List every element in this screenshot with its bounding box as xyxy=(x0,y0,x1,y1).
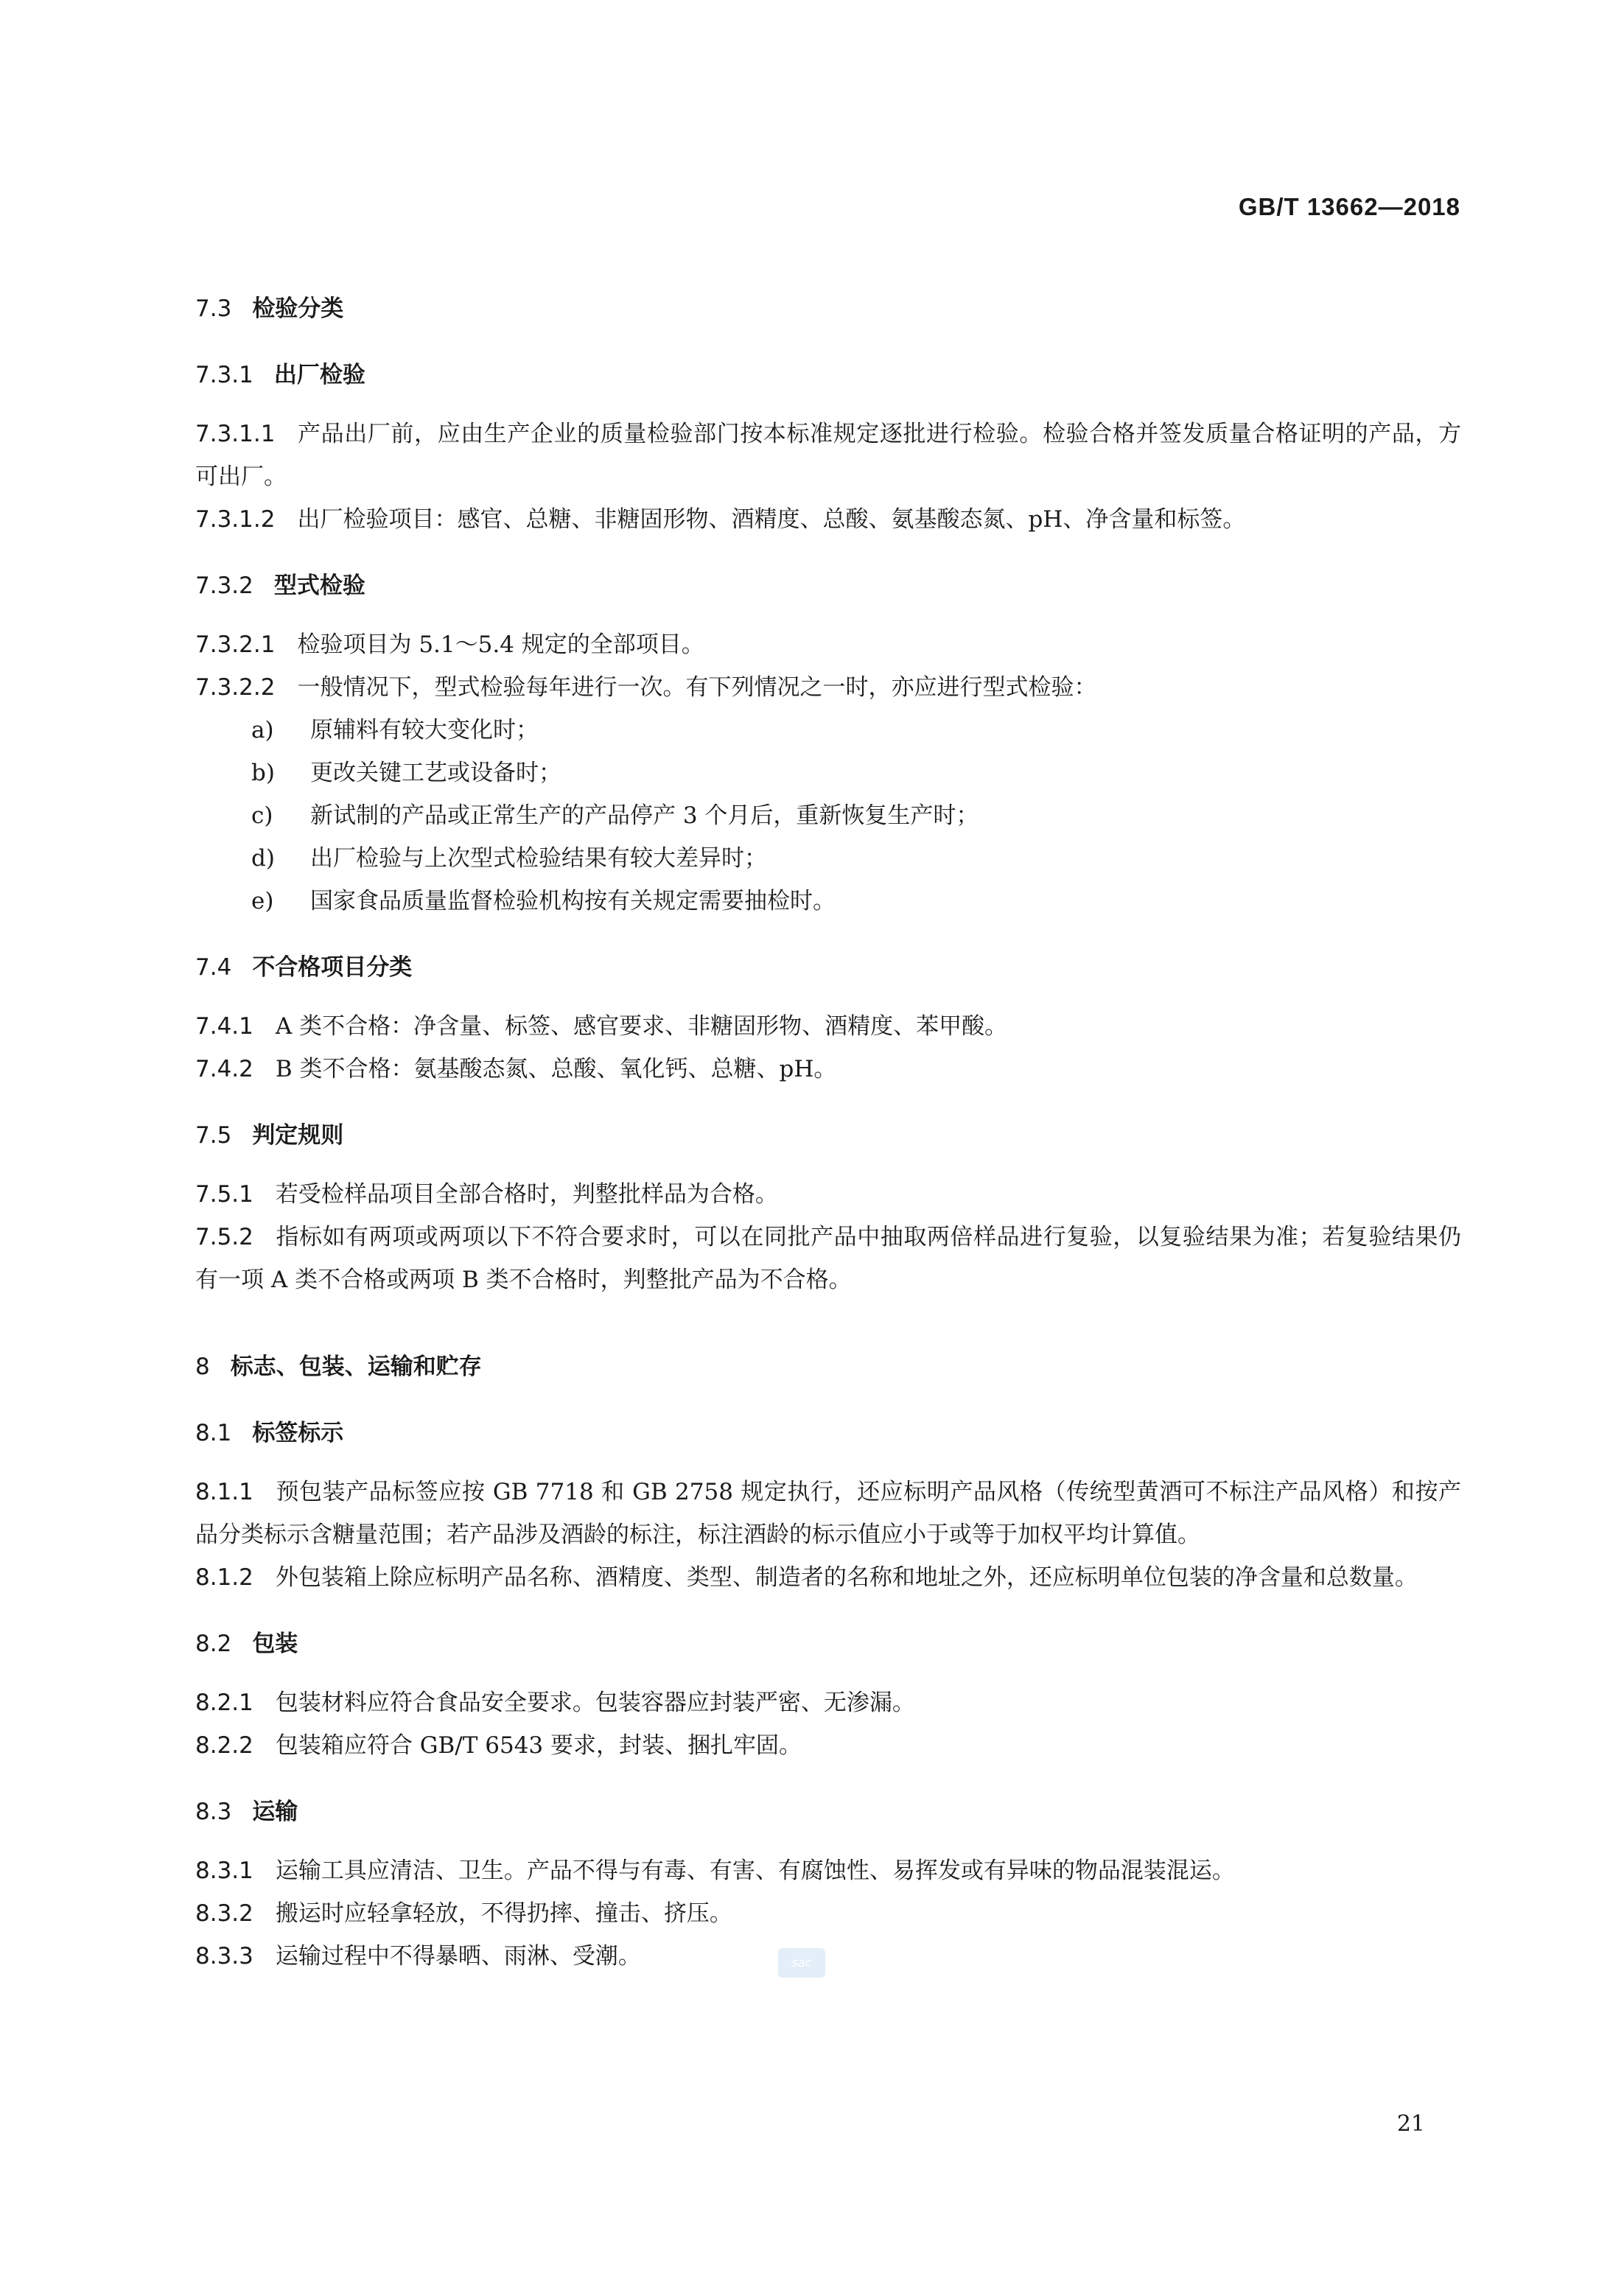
clause-number: 8.1.2 xyxy=(195,1564,253,1591)
standard-number: GB/T 13662—2018 xyxy=(1238,193,1460,220)
page-number: 21 xyxy=(1396,2111,1425,2137)
clause-text: 预包装产品标签应按 GB 7718 和 GB 2758 规定执行，还应标明产品风格（传统型黄酒可不标注产品风格）和按产品分类标示含糖量范围；若产品涉及酒龄的标注，标注酒龄的标示值应小于或等于加权平均计算值。 xyxy=(195,1479,1461,1548)
section-heading xyxy=(195,1412,1461,1454)
section-number: 8.2 xyxy=(195,1631,232,1657)
clause-text: 出厂检验项目：感官、总糖、非糖固形物、酒精度、总酸、氨基酸态氮、pH、净含量和标签。 xyxy=(297,506,1246,533)
clause-text: 一般情况下，型式检验每年进行一次。有下列情况之一时，亦应进行型式检验： xyxy=(297,674,1097,701)
section-title: 包装 xyxy=(252,1631,298,1657)
clause-number: 8.2.1 xyxy=(195,1690,253,1716)
section-heading xyxy=(195,564,1461,607)
list-item-text: 出厂检验与上次型式检验结果有较大差异时； xyxy=(310,845,767,872)
section-number: 8.1 xyxy=(195,1420,232,1446)
clause-text: 外包装箱上除应标明产品名称、酒精度、类型、制造者的名称和地址之外，还应标明单位包装的净含量和总数量。 xyxy=(275,1564,1418,1591)
section-heading xyxy=(195,1790,1461,1833)
clause-paragraph xyxy=(195,1849,1461,1892)
clause-paragraph xyxy=(195,498,1461,541)
list-item-text: 新试制的产品或正常生产的产品停产 3 个月后，重新恢复生产时； xyxy=(310,802,979,829)
section-title: 标签标示 xyxy=(252,1420,344,1446)
clause-paragraph xyxy=(195,1935,1461,1978)
section-title: 检验分类 xyxy=(252,295,344,322)
list-marker: c) xyxy=(251,802,273,829)
section-number: 8 xyxy=(195,1354,210,1380)
list-item-text: 原辅料有较大变化时； xyxy=(310,717,539,743)
section-heading xyxy=(195,946,1461,989)
section-number: 7.3.2 xyxy=(195,573,253,599)
section-number: 7.4 xyxy=(195,954,232,981)
section-heading xyxy=(195,287,1461,330)
clause-number: 7.5.2 xyxy=(195,1224,253,1250)
section-number: 7.3 xyxy=(195,295,232,322)
clause-paragraph xyxy=(195,1724,1461,1767)
clause-number: 8.1.1 xyxy=(195,1479,253,1505)
list-marker: e) xyxy=(251,888,274,914)
clause-number: 8.3.1 xyxy=(195,1858,253,1884)
section-title: 运输 xyxy=(252,1799,298,1825)
list-marker: b) xyxy=(251,760,275,786)
section-number: 8.3 xyxy=(195,1799,232,1825)
clause-number: 7.3.1.2 xyxy=(195,506,276,533)
section-title: 不合格项目分类 xyxy=(252,954,413,981)
clause-paragraph xyxy=(195,1216,1461,1301)
section-number: 7.5 xyxy=(195,1122,232,1149)
section-heading xyxy=(195,1114,1461,1157)
clause-number: 7.4.2 xyxy=(195,1056,253,1082)
clause-text: 包装材料应符合食品安全要求。包装容器应封装严密、无渗漏。 xyxy=(275,1690,915,1716)
section-heading xyxy=(195,354,1461,396)
clause-paragraph xyxy=(195,666,1461,709)
list-item xyxy=(195,709,1461,752)
clause-paragraph xyxy=(195,1556,1461,1599)
list-item-text: 更改关键工艺或设备时； xyxy=(310,760,561,786)
clause-text: 搬运时应轻拿轻放，不得扔摔、撞击、挤压。 xyxy=(275,1900,732,1927)
section-title: 型式检验 xyxy=(273,573,365,599)
document-body xyxy=(195,287,1461,1978)
clause-text: 产品出厂前，应由生产企业的质量检验部门按本标准规定逐批进行检验。检验合格并签发质量合格证明的产品，方可出厂。 xyxy=(195,421,1461,490)
clause-paragraph xyxy=(195,413,1461,498)
section-title: 标志、包装、运输和贮存 xyxy=(230,1354,482,1380)
clause-paragraph xyxy=(195,1681,1461,1724)
clause-paragraph xyxy=(195,1048,1461,1091)
clause-number: 8.2.2 xyxy=(195,1732,253,1759)
clause-number: 7.3.2.1 xyxy=(195,631,276,658)
clause-number: 7.4.1 xyxy=(195,1013,253,1040)
list-marker: a) xyxy=(251,717,274,743)
list-marker: d) xyxy=(251,845,275,872)
clause-paragraph xyxy=(195,1471,1461,1556)
list-item xyxy=(195,837,1461,880)
clause-number: 7.3.2.2 xyxy=(195,674,276,701)
clause-text: A 类不合格：净含量、标签、感官要求、非糖固形物、酒精度、苯甲酸。 xyxy=(275,1013,1008,1040)
clause-text: 运输工具应清洁、卫生。产品不得与有毒、有害、有腐蚀性、易挥发或有异味的物品混装混运。 xyxy=(275,1858,1235,1884)
clause-text: 包装箱应符合 GB/T 6543 要求，封装、捆扎牢固。 xyxy=(275,1732,802,1759)
section-heading xyxy=(195,1345,1461,1388)
watermark-logo: sac xyxy=(778,1948,825,1978)
clause-number: 8.3.3 xyxy=(195,1943,253,1970)
clause-number: 8.3.2 xyxy=(195,1900,253,1927)
clause-paragraph xyxy=(195,1173,1461,1216)
clause-paragraph xyxy=(195,1005,1461,1048)
clause-text: 指标如有两项或两项以下不符合要求时，可以在同批产品中抽取两倍样品进行复验，以复验结果为准；若复验结果仍有一项 A 类不合格或两项 B 类不合格时，判整批产品为不合格。 xyxy=(195,1224,1461,1293)
list-item xyxy=(195,752,1461,794)
list-item xyxy=(195,880,1461,923)
clause-text: B 类不合格：氨基酸态氮、总酸、氧化钙、总糖、pH。 xyxy=(275,1056,837,1082)
clause-number: 7.3.1.1 xyxy=(195,421,276,447)
list-item-text: 国家食品质量监督检验机构按有关规定需要抽检时。 xyxy=(310,888,836,914)
section-number: 7.3.1 xyxy=(195,362,253,388)
section-title: 出厂检验 xyxy=(273,362,365,388)
section-heading xyxy=(195,1622,1461,1665)
clause-number: 7.5.1 xyxy=(195,1181,253,1208)
clause-text: 检验项目为 5.1～5.4 规定的全部项目。 xyxy=(297,631,704,658)
list-item xyxy=(195,794,1461,837)
clause-paragraph xyxy=(195,1892,1461,1935)
section-title: 判定规则 xyxy=(252,1122,344,1149)
clause-text: 若受检样品项目全部合格时，判整批样品为合格。 xyxy=(275,1181,778,1208)
clause-paragraph xyxy=(195,623,1461,666)
clause-text: 运输过程中不得暴晒、雨淋、受潮。 xyxy=(275,1943,641,1970)
